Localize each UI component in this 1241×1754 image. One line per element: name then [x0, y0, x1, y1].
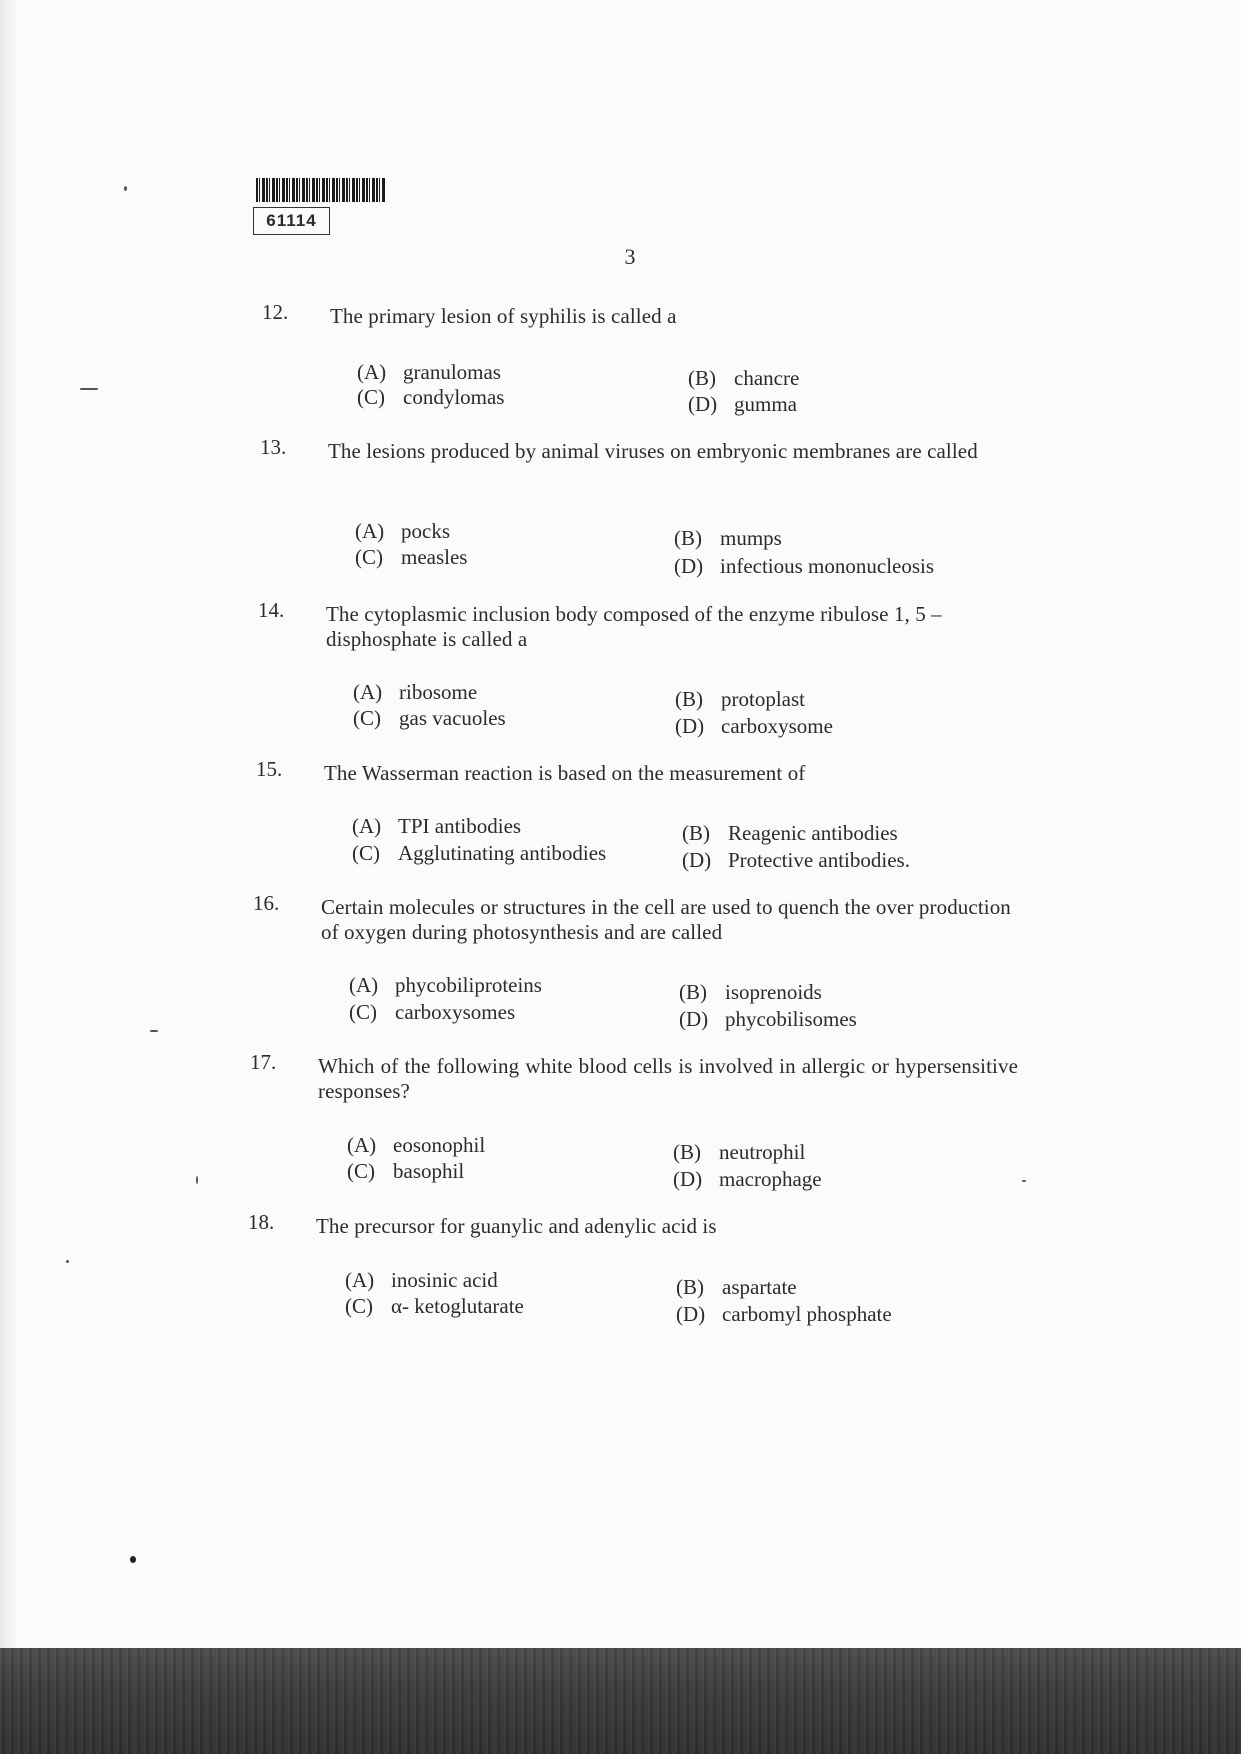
scan-speck [196, 1176, 198, 1184]
option-letter: (A) [353, 680, 383, 704]
question-number: 17. [250, 1050, 277, 1074]
question-number: 13. [260, 435, 287, 459]
option-text: measles [401, 545, 468, 569]
option-c [353, 706, 506, 731]
option-text: pocks [401, 519, 450, 543]
option-letter: (D) [679, 1007, 709, 1031]
option-letter: (A) [352, 814, 382, 838]
question-text: The lesions produced by animal viruses on embryonic membranes are called [328, 439, 978, 463]
barcode [256, 178, 386, 202]
question-text: The cytoplasmic inclusion body composed of the enzyme ribulose 1, 5 – disphosphate is called a [326, 602, 942, 651]
option-text: macrophage [719, 1167, 822, 1191]
option-text: carbomyl phosphate [722, 1302, 892, 1326]
option-text: aspartate [722, 1275, 797, 1299]
option-letter: (C) [355, 545, 383, 569]
option-letter: (C) [349, 1000, 377, 1024]
scan-speck [130, 1556, 136, 1563]
option-c [347, 1159, 464, 1184]
option-c [349, 1000, 515, 1025]
option-letter: (B) [675, 687, 703, 711]
option-text: neutrophil [719, 1140, 806, 1164]
option-b [682, 821, 898, 846]
option-letter: (B) [674, 526, 702, 550]
option-letter: (A) [345, 1268, 375, 1292]
paper-code-box: 61114 [253, 207, 330, 235]
option-d [676, 1302, 892, 1327]
scan-speck [1022, 1180, 1026, 1182]
option-b [676, 1275, 797, 1300]
option-b [675, 687, 805, 712]
question-text: Certain molecules or structures in the cell are used to quench the over production of oxygen during photosynthesis and are called [321, 895, 1011, 944]
option-a [355, 519, 450, 544]
option-letter: (B) [676, 1275, 704, 1299]
option-text: ribosome [399, 680, 478, 704]
option-text: gas vacuoles [399, 706, 506, 730]
option-letter: (C) [345, 1294, 373, 1318]
option-letter: (C) [352, 841, 380, 865]
option-letter: (B) [679, 980, 707, 1004]
option-letter: (A) [347, 1133, 377, 1157]
option-b [688, 366, 799, 391]
option-letter: (A) [349, 973, 379, 997]
option-letter: (A) [355, 519, 385, 543]
option-a [353, 680, 477, 705]
option-text: protoplast [721, 687, 805, 711]
page-number: 3 [624, 244, 636, 269]
option-text: carboxysomes [395, 1000, 516, 1024]
option-text: Agglutinating antibodies [398, 841, 607, 865]
option-a [357, 360, 501, 385]
option-a [347, 1133, 485, 1158]
option-letter: (D) [676, 1302, 706, 1326]
option-letter: (B) [673, 1140, 701, 1164]
option-d [682, 848, 910, 873]
option-text: infectious mononucleosis [720, 554, 935, 578]
option-a [352, 814, 521, 839]
option-b [679, 980, 822, 1005]
option-b [674, 526, 782, 551]
scan-speck [150, 1030, 158, 1032]
option-letter: (B) [688, 366, 716, 390]
option-d [679, 1007, 857, 1032]
option-text: eosonophil [393, 1133, 486, 1157]
question-text: The precursor for guanylic and adenylic acid is [316, 1214, 717, 1238]
option-letter: (D) [674, 554, 704, 578]
question-text: The primary lesion of syphilis is called a [330, 304, 677, 328]
option-d [673, 1167, 822, 1192]
question-number: 15. [256, 757, 283, 781]
option-a [349, 973, 542, 998]
page-left-edge-shadow [0, 0, 18, 1648]
option-text: chancre [734, 366, 800, 390]
question-number: 14. [258, 598, 285, 622]
option-text: TPI antibodies [398, 814, 522, 838]
option-letter: (C) [347, 1159, 375, 1183]
option-c [357, 385, 504, 410]
question-text: The Wasserman reaction is based on the measurement of [324, 761, 806, 785]
scan-speck [124, 186, 127, 191]
option-text: inosinic acid [391, 1268, 498, 1292]
option-c [352, 841, 606, 866]
option-letter: (D) [675, 714, 705, 738]
scan-speck [66, 1260, 69, 1263]
option-c [355, 545, 467, 570]
option-letter: (C) [353, 706, 381, 730]
option-c [345, 1294, 524, 1319]
scanner-bed-strip [0, 1648, 1241, 1754]
option-letter: (D) [673, 1167, 703, 1191]
option-d [675, 714, 833, 739]
option-text: Protective antibodies. [728, 848, 910, 872]
option-text: basophil [393, 1159, 465, 1183]
question-number: 12. [262, 300, 289, 324]
option-d [688, 392, 797, 417]
question-text: Which of the following white blood cells is involved in allergic or hypersensitive responses? [318, 1054, 1018, 1103]
option-text: carboxysome [721, 714, 833, 738]
option-text: granulomas [403, 360, 501, 384]
option-letter: (A) [357, 360, 387, 384]
option-text: phycobiliproteins [395, 973, 542, 997]
option-a [345, 1268, 498, 1293]
option-letter: (B) [682, 821, 710, 845]
option-text: Reagenic antibodies [728, 821, 898, 845]
option-text: phycobilisomes [725, 1007, 857, 1031]
option-letter: (D) [688, 392, 718, 416]
option-letter: (C) [357, 385, 385, 409]
question-number: 16. [253, 891, 280, 915]
option-text: isoprenoids [725, 980, 822, 1004]
option-b [673, 1140, 805, 1165]
scan-speck [80, 388, 98, 390]
option-text: α- ketoglutarate [391, 1294, 524, 1318]
option-text: gumma [734, 392, 797, 416]
option-d [674, 554, 934, 579]
option-letter: (D) [682, 848, 712, 872]
option-text: mumps [720, 526, 782, 550]
option-text: condylomas [403, 385, 505, 409]
question-number: 18. [248, 1210, 275, 1234]
